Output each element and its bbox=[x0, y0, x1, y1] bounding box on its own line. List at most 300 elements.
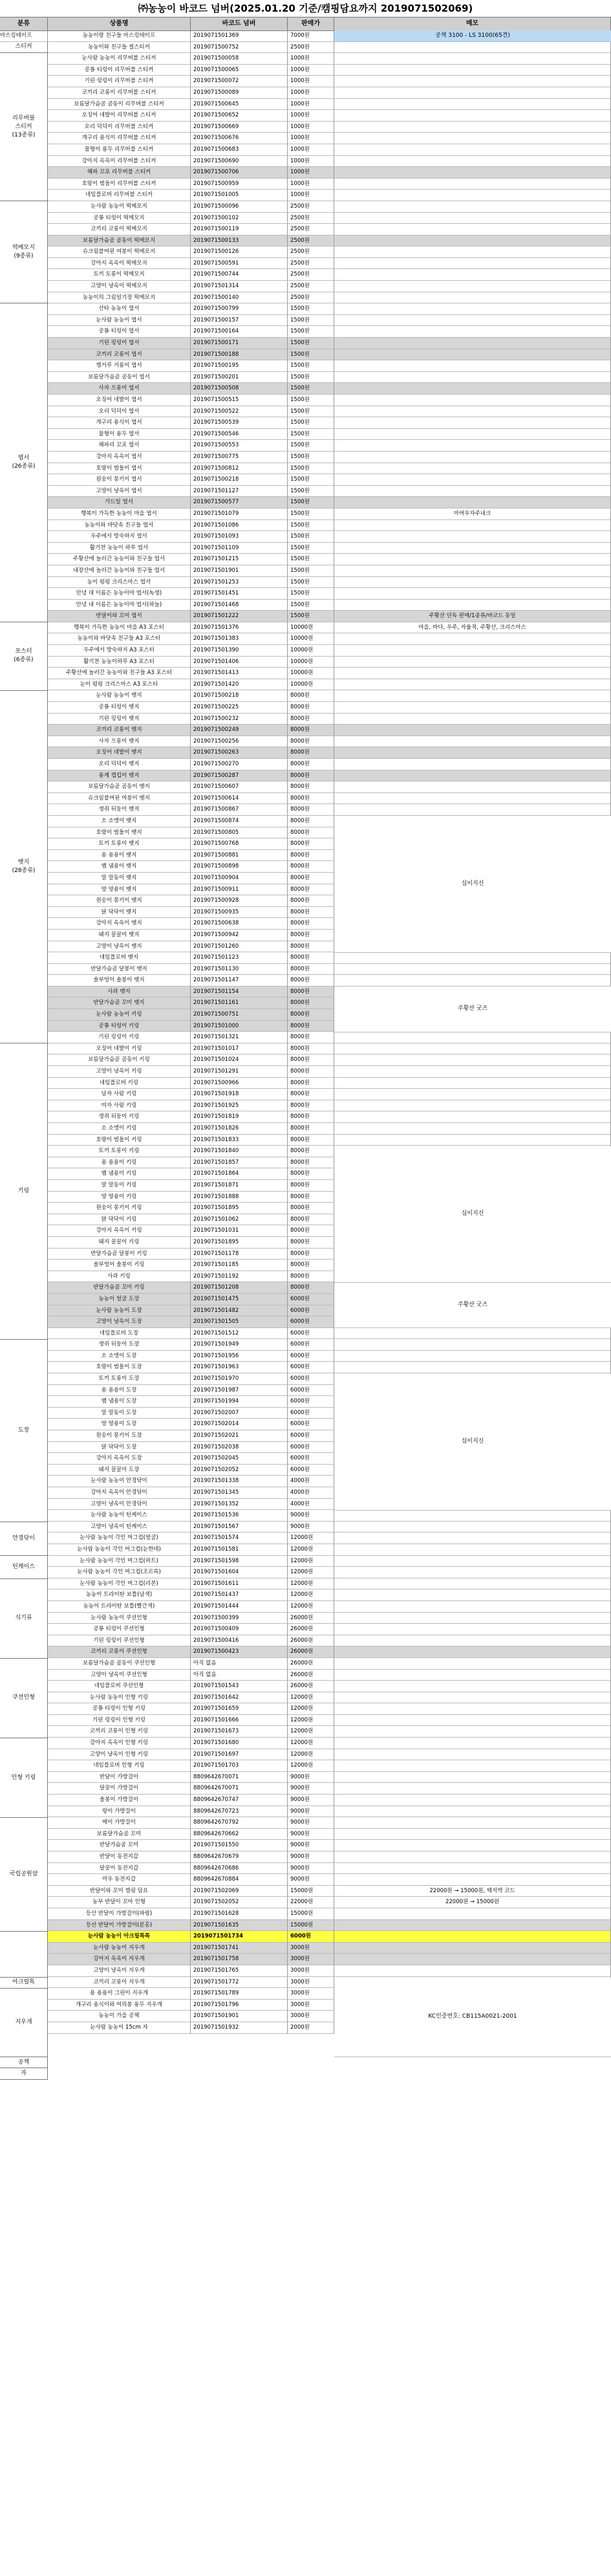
price-cell: 6000원 bbox=[288, 1373, 334, 1385]
product-name-cell: 안녕 내 이름은 농농이야 엽서(하늘) bbox=[48, 600, 191, 611]
memo-cell bbox=[334, 417, 611, 429]
price-cell: 6000원 bbox=[288, 1339, 334, 1351]
price-cell: 1000원 bbox=[288, 122, 334, 133]
barcode-cell: 2019071501086 bbox=[191, 520, 288, 532]
memo-cell bbox=[334, 1089, 611, 1100]
memo-cell bbox=[334, 1066, 611, 1078]
barcode-cell: 2019071501413 bbox=[191, 668, 288, 679]
price-cell: 8000원 bbox=[288, 1271, 334, 1283]
price-cell: 3000원 bbox=[288, 2011, 334, 2022]
memo-cell bbox=[334, 1760, 611, 1772]
price-cell: 1500원 bbox=[288, 349, 334, 361]
product-name-cell: 공룡 티렁이 쿠션인형 bbox=[48, 1624, 191, 1635]
product-name-cell: 소 소엥이 키링 bbox=[48, 1123, 191, 1135]
barcode-cell: 2019071501994 bbox=[191, 1396, 288, 1408]
product-name-cell: 강아지 옥옥이 도장 bbox=[48, 1453, 191, 1465]
price-cell: 1000원 bbox=[288, 110, 334, 122]
barcode-cell: 2019071500072 bbox=[191, 76, 288, 87]
barcode-cell: 2019071500553 bbox=[191, 440, 288, 452]
product-name-cell: 고양이 냥옥이 뱃지 bbox=[48, 941, 191, 953]
memo-cell bbox=[334, 1054, 611, 1066]
barcode-cell: 2019071501208 bbox=[191, 1282, 288, 1294]
memo-cell bbox=[334, 1954, 611, 1965]
product-name-cell: 양 양용이 뱃지 bbox=[48, 884, 191, 896]
category-label: 아크릴톡 bbox=[0, 1978, 48, 1989]
barcode-cell: 2019071500157 bbox=[191, 315, 288, 327]
product-name-cell: 네임플로버 키링 bbox=[48, 1078, 191, 1089]
price-cell: 8000원 bbox=[288, 1237, 334, 1249]
product-name-cell: 용 용용이 도장 bbox=[48, 1385, 191, 1397]
product-name-cell: 눈사람 농농이 키링 bbox=[48, 1009, 191, 1021]
memo-cell: 22000원 → 15000원, 택지박 코드 bbox=[334, 1886, 611, 1897]
memo-cell bbox=[334, 269, 611, 281]
price-cell: 8000원 bbox=[288, 816, 334, 827]
price-cell: 2500원 bbox=[288, 269, 334, 281]
product-name-cell: 고양이 냥옥이 도장 bbox=[48, 1316, 191, 1328]
category-label: 식기류 bbox=[0, 1579, 48, 1659]
product-name-cell: 강아지 옥옥이 인형 키링 bbox=[48, 1738, 191, 1749]
product-name-cell: 강아지 옥옥이 리무버블 스티커 bbox=[48, 156, 191, 168]
product-name-cell: 농농이 얼굴 도장 bbox=[48, 1294, 191, 1305]
product-name-cell: 농농이 트라이탄 보틀(남색) bbox=[48, 1589, 191, 1601]
memo-cell bbox=[334, 1795, 611, 1806]
category-label: 국립공원샵 bbox=[0, 1818, 48, 1932]
product-name-cell: 원숭이 몽키이 키링 bbox=[48, 1203, 191, 1214]
barcode-cell: 2019071500614 bbox=[191, 793, 288, 805]
product-name-cell: 용 용용이 그린이 지우개 bbox=[48, 1988, 191, 2000]
price-cell: 1000원 bbox=[288, 53, 334, 65]
price-cell: 8000원 bbox=[288, 1021, 334, 1032]
price-cell: 2500원 bbox=[288, 213, 334, 224]
barcode-cell: 2019071500942 bbox=[191, 930, 288, 941]
barcode-cell: 2019071501185 bbox=[191, 1260, 288, 1271]
product-name-cell: 내장산에 놀러간 농농이와 친구들 엽서 bbox=[48, 565, 191, 577]
memo-cell bbox=[334, 1829, 611, 1840]
barcode-cell: 2019071500270 bbox=[191, 759, 288, 770]
product-name-cell: 닭 닥닥이 키링 bbox=[48, 1214, 191, 1226]
product-name-cell: 미우 동전지갑 bbox=[48, 1874, 191, 1886]
price-cell: 6000원 bbox=[288, 1305, 334, 1317]
barcode-cell: 2019071501369 bbox=[191, 30, 288, 42]
memo-cell bbox=[334, 520, 611, 532]
price-cell: 6000원 bbox=[288, 1408, 334, 1419]
barcode-cell: 8809642670686 bbox=[191, 1863, 288, 1875]
barcode-cell: 2019071501127 bbox=[191, 486, 288, 497]
memo-cell bbox=[334, 952, 611, 964]
product-name-cell: 보름달가슴곰 곰동이 키링 bbox=[48, 1054, 191, 1066]
price-cell: 8000원 bbox=[288, 1009, 334, 1021]
product-name-cell: 솔부엉이 솔봉이 키링 bbox=[48, 1260, 191, 1271]
barcode-cell: 2019071500928 bbox=[191, 895, 288, 907]
product-name-cell: 가드일 엽서 bbox=[48, 497, 191, 508]
header-price: 판매가 bbox=[288, 17, 334, 31]
price-cell: 8000원 bbox=[288, 952, 334, 964]
memo-cell bbox=[334, 565, 611, 577]
memo-cell bbox=[334, 452, 611, 463]
product-name-cell: 우주에서 방숙하지 A3 포스터 bbox=[48, 645, 191, 657]
barcode-cell: 2019071500911 bbox=[191, 884, 288, 896]
barcode-cell: 2019071501130 bbox=[191, 964, 288, 976]
barcode-cell: 8809642670747 bbox=[191, 1795, 288, 1806]
barcode-cell: 2019071500522 bbox=[191, 406, 288, 418]
price-cell: 9000원 bbox=[288, 1851, 334, 1863]
barcode-cell: 2019071502021 bbox=[191, 1430, 288, 1442]
barcode-cell: 2019071500898 bbox=[191, 861, 288, 873]
barcode-cell: 2019071501659 bbox=[191, 1703, 288, 1715]
barcode-cell: 2019071502007 bbox=[191, 1408, 288, 1419]
product-name-cell: 눈사람 농농이 도장 bbox=[48, 1305, 191, 1317]
category-label bbox=[0, 1932, 48, 1977]
price-cell: 8000원 bbox=[288, 690, 334, 702]
memo-cell bbox=[334, 588, 611, 600]
price-cell: 1500원 bbox=[288, 497, 334, 508]
barcode-cell: 2019071500775 bbox=[191, 452, 288, 463]
price-cell: 8000원 bbox=[288, 895, 334, 907]
price-cell: 1500원 bbox=[288, 588, 334, 600]
category-label: 도장 bbox=[0, 1340, 48, 1522]
price-cell: 1000원 bbox=[288, 179, 334, 190]
price-cell: 8000원 bbox=[288, 759, 334, 770]
price-cell: 9000원 bbox=[288, 1806, 334, 1818]
memo-cell bbox=[334, 1692, 611, 1704]
category-label: 공책 bbox=[0, 2057, 48, 2069]
price-cell: 10000원 bbox=[288, 668, 334, 679]
product-name-cell: 용 용용이 키링 bbox=[48, 1157, 191, 1169]
price-cell: 1000원 bbox=[288, 76, 334, 87]
product-name-cell: 눈사람 농농이 지우개 bbox=[48, 1943, 191, 1954]
barcode-cell: 2019071500638 bbox=[191, 918, 288, 930]
price-cell: 26000원 bbox=[288, 1613, 334, 1624]
memo-cell bbox=[334, 600, 611, 611]
product-name-cell: 산타 농농이 엽서 bbox=[48, 303, 191, 315]
barcode-cell: 2019071500591 bbox=[191, 258, 288, 270]
barcode-cell: 2019071501222 bbox=[191, 611, 288, 622]
product-name-cell: 고양이 냥옥이 엽서 bbox=[48, 486, 191, 497]
product-name-cell: 눈이 펑펑 크리스마스 A3 포스터 bbox=[48, 679, 191, 691]
barcode-cell: 2019071501864 bbox=[191, 1168, 288, 1180]
price-cell: 6000원 bbox=[288, 1419, 334, 1430]
memo-cell bbox=[334, 497, 611, 508]
memo-cell bbox=[334, 1863, 611, 1875]
memo-cell bbox=[334, 429, 611, 441]
category-cell: 마스킹테이프 bbox=[0, 30, 48, 42]
barcode-cell: 2019071500935 bbox=[191, 907, 288, 919]
product-name-cell: 반달가슴곰 꼬미 bbox=[48, 1840, 191, 1851]
product-name-cell: 강아지 옥옥이 뱃지 bbox=[48, 918, 191, 930]
header-memo: 메모 bbox=[334, 17, 611, 31]
product-name-cell: 공룡 티렁이 리무버블 스티커 bbox=[48, 65, 191, 76]
product-name-cell: 농이 펑펑 크리스마스 엽서 bbox=[48, 577, 191, 589]
memo-cell bbox=[334, 53, 611, 65]
product-name-cell: 해파리 꼬포 엽서 bbox=[48, 440, 191, 452]
barcode-cell: 2019071501574 bbox=[191, 1533, 288, 1544]
price-cell: 1000원 bbox=[288, 133, 334, 144]
memo-cell bbox=[334, 122, 611, 133]
barcode-cell: 2019071501857 bbox=[191, 1157, 288, 1169]
memo-cell bbox=[334, 1032, 611, 1043]
memo-cell bbox=[334, 1908, 611, 1920]
barcode-cell: 2019071500904 bbox=[191, 873, 288, 884]
barcode-cell: 2019071501635 bbox=[191, 1920, 288, 1932]
price-cell: 6000원 bbox=[288, 1362, 334, 1373]
product-name-cell: 고양이 냥옥이 떡메모지 bbox=[48, 281, 191, 292]
price-cell: 1500원 bbox=[288, 554, 334, 565]
memo-cell bbox=[334, 1738, 611, 1749]
product-name-cell: 강아지 옥옥이 떡메모지 bbox=[48, 258, 191, 270]
product-name-cell: 뱀 냄용이 뱃지 bbox=[48, 861, 191, 873]
memo-cell bbox=[334, 714, 611, 725]
category-label: 떡메모지 (9종류) bbox=[0, 201, 48, 303]
price-cell: 1500원 bbox=[288, 440, 334, 452]
price-cell: 1000원 bbox=[288, 87, 334, 99]
memo-cell bbox=[334, 338, 611, 349]
product-name-cell: 코끼리 코롱이 엽서 bbox=[48, 349, 191, 361]
product-name-cell: 주황산에 놀러간 농농이와 친구들 A3 포스터 bbox=[48, 668, 191, 679]
barcode-cell: 2019071502052 bbox=[191, 1897, 288, 1908]
barcode-cell: 2019071501963 bbox=[191, 1362, 288, 1373]
price-cell: 2500원 bbox=[288, 246, 334, 258]
price-cell: 9000원 bbox=[288, 1783, 334, 1795]
memo-cell bbox=[334, 463, 611, 475]
price-cell: 1500원 bbox=[288, 417, 334, 429]
header-category: 분류 bbox=[0, 17, 48, 31]
price-cell: 1000원 bbox=[288, 99, 334, 111]
price-cell: 8000원 bbox=[288, 1078, 334, 1089]
price-cell: 8000원 bbox=[288, 1249, 334, 1260]
price-cell: 12000원 bbox=[288, 1760, 334, 1772]
product-name-cell: 호랑이 범돌이 키링 bbox=[48, 1135, 191, 1146]
product-name-cell: 돼지 꿀꿀이 뱃지 bbox=[48, 930, 191, 941]
price-cell: 9000원 bbox=[288, 1874, 334, 1886]
barcode-cell: 2019071500706 bbox=[191, 167, 288, 179]
memo-cell bbox=[334, 326, 611, 338]
product-name-cell: 눈사람 농농이 인형 키링 bbox=[48, 1692, 191, 1704]
memo-cell bbox=[334, 395, 611, 406]
price-cell: 1500원 bbox=[288, 372, 334, 384]
product-name-cell: 사과 키링 bbox=[48, 1271, 191, 1283]
price-cell: 12000원 bbox=[288, 1738, 334, 1749]
product-name-cell: 토끼 토롱이 도장 bbox=[48, 1373, 191, 1385]
product-name-cell: 코끼리 코롱이 떡메모지 bbox=[48, 224, 191, 235]
memo-cell bbox=[334, 110, 611, 122]
price-cell: 12000원 bbox=[288, 1556, 334, 1567]
category-label: 틴케이스 bbox=[0, 1556, 48, 1578]
barcode-cell: 2019071500690 bbox=[191, 156, 288, 168]
product-name-cell: 생쥐 뒤둥이 뱃지 bbox=[48, 804, 191, 816]
data-grid bbox=[0, 30, 611, 2077]
product-name-cell: 네임플로버 리무버블 스티커 bbox=[48, 190, 191, 201]
product-name-cell: 공룡 티렁이 뱃지 bbox=[48, 702, 191, 714]
barcode-cell: 2019071500089 bbox=[191, 87, 288, 99]
product-name-cell: 사과 뱃지 bbox=[48, 987, 191, 998]
product-name-cell: 오리 덕덕이 뱃지 bbox=[48, 759, 191, 770]
price-cell: 1500원 bbox=[288, 531, 334, 543]
price-cell: 15000원 bbox=[288, 1908, 334, 1920]
product-name-cell: 보름달가슴곰 꼬미 bbox=[48, 1829, 191, 1840]
price-cell: 1500원 bbox=[288, 474, 334, 486]
product-name-cell: 행복이 가득한 농농이 마을 A3 포스터 bbox=[48, 622, 191, 634]
price-cell: 10000원 bbox=[288, 679, 334, 691]
barcode-cell: 2019071500744 bbox=[191, 269, 288, 281]
price-cell: 8000원 bbox=[288, 1032, 334, 1043]
price-cell: 1500원 bbox=[288, 565, 334, 577]
memo-cell bbox=[334, 657, 611, 668]
product-name-cell: 농농이의 그림일기장 떡메모지 bbox=[48, 292, 191, 304]
barcode-cell: 2019071501758 bbox=[191, 1954, 288, 1965]
product-name-cell: 고양이 냥옥이 인형 키링 bbox=[48, 1749, 191, 1761]
memo-cell bbox=[334, 349, 611, 361]
barcode-cell: 2019071501451 bbox=[191, 588, 288, 600]
product-name-cell: 반달이 동전지갑 bbox=[48, 1851, 191, 1863]
memo-cell bbox=[334, 1670, 611, 1681]
product-name-cell: 고양이 냥옥이 틴케이스 bbox=[48, 1522, 191, 1533]
price-cell: 26000원 bbox=[288, 1635, 334, 1647]
barcode-cell: 2019071500232 bbox=[191, 714, 288, 725]
barcode-cell: 2019071501093 bbox=[191, 531, 288, 543]
barcode-cell: 2019071501666 bbox=[191, 1715, 288, 1727]
product-name-cell: 반달이와 꼬미 엽서 bbox=[48, 611, 191, 622]
product-name-cell: 코끼리 코롱이 쿠션인형 bbox=[48, 1646, 191, 1658]
product-name-cell: 눈사람 농농이 리무버블 스티커 bbox=[48, 53, 191, 65]
barcode-cell: 2019071501642 bbox=[191, 1692, 288, 1704]
price-cell: 8000원 bbox=[288, 930, 334, 941]
barcode-cell: 2019071501192 bbox=[191, 1271, 288, 1283]
barcode-cell: 2019071501338 bbox=[191, 1476, 288, 1487]
memo-cell bbox=[334, 1943, 611, 1954]
product-name-cell: 코끼리 코롱이 리무버블 스티커 bbox=[48, 87, 191, 99]
header-barcode: 바코드 넘버 bbox=[191, 17, 288, 31]
barcode-cell: 2019071500126 bbox=[191, 246, 288, 258]
memo-cell bbox=[334, 577, 611, 589]
product-name-cell: 눈사람 농농이 각인 머그컵(조르륵) bbox=[48, 1567, 191, 1578]
price-cell: 8000원 bbox=[288, 736, 334, 748]
memo-cell bbox=[334, 246, 611, 258]
product-name-cell: 물형이 용두 리무버블 스티커 bbox=[48, 144, 191, 156]
memo-cell bbox=[334, 1556, 611, 1567]
price-cell: 12000원 bbox=[288, 1715, 334, 1727]
memo-cell bbox=[334, 292, 611, 304]
memo-cell bbox=[334, 1624, 611, 1635]
memo-cell bbox=[334, 747, 611, 759]
barcode-cell: 2019071500201 bbox=[191, 372, 288, 384]
barcode-cell: 2019071501925 bbox=[191, 1100, 288, 1112]
memo-cell bbox=[334, 645, 611, 657]
memo-cell bbox=[334, 1078, 611, 1089]
barcode-cell: 2019071500065 bbox=[191, 65, 288, 76]
barcode-cell: 2019071500249 bbox=[191, 725, 288, 736]
product-name-cell: 농농이와 바닷속 친구들 엽서 bbox=[48, 520, 191, 532]
memo-cell bbox=[334, 1613, 611, 1624]
barcode-cell: 2019071501178 bbox=[191, 1249, 288, 1260]
product-name-cell: 개구리 용식이 리무버블 스티커 bbox=[48, 133, 191, 144]
memo-cell bbox=[334, 1544, 611, 1556]
price-cell: 8000원 bbox=[288, 725, 334, 736]
product-name-cell: 메이 가방걸이 bbox=[48, 1817, 191, 1829]
barcode-cell: 2019071501406 bbox=[191, 657, 288, 668]
price-cell: 8000원 bbox=[288, 770, 334, 782]
product-name-cell: 오징어 네발이 엽서 bbox=[48, 395, 191, 406]
memo-cell bbox=[334, 1589, 611, 1601]
price-cell: 8000원 bbox=[288, 1214, 334, 1226]
memo-cell bbox=[334, 360, 611, 372]
barcode-cell: 2019071500508 bbox=[191, 383, 288, 395]
product-name-cell: 호랑이 범돌이 도장 bbox=[48, 1362, 191, 1373]
price-cell: 2000원 bbox=[288, 2022, 334, 2034]
price-cell: 10000원 bbox=[288, 645, 334, 657]
memo-cell bbox=[334, 156, 611, 168]
memo-cell bbox=[334, 224, 611, 235]
barcode-cell: 2019071500867 bbox=[191, 804, 288, 816]
barcode-cell: 2019071500164 bbox=[191, 326, 288, 338]
barcode-cell: 2019071501772 bbox=[191, 1977, 288, 1989]
product-name-cell: 눈사람 농농이 각인 머그컵(하트) bbox=[48, 1556, 191, 1567]
header-product-name: 상품명 bbox=[48, 17, 191, 31]
barcode-cell: 2019071501536 bbox=[191, 1510, 288, 1522]
barcode-cell: 2019071501628 bbox=[191, 1908, 288, 1920]
price-cell: 1500원 bbox=[288, 383, 334, 395]
product-name-cell: 양 양용이 도장 bbox=[48, 1419, 191, 1430]
barcode-cell: 2019071500683 bbox=[191, 144, 288, 156]
product-name-cell: 기린 링링이 뱃지 bbox=[48, 714, 191, 725]
barcode-cell: 2019071500539 bbox=[191, 417, 288, 429]
memo-cell bbox=[334, 440, 611, 452]
product-name-cell: 강아지 옥옥이 지우개 bbox=[48, 1954, 191, 1965]
barcode-cell: 2019071500669 bbox=[191, 122, 288, 133]
price-cell: 12000원 bbox=[288, 1533, 334, 1544]
barcode-cell: 2019071501741 bbox=[191, 1943, 288, 1954]
product-name-cell: 남자 사람 키링 bbox=[48, 1089, 191, 1100]
barcode-cell: 2019071500119 bbox=[191, 224, 288, 235]
price-cell: 8000원 bbox=[288, 1203, 334, 1214]
price-cell: 8000원 bbox=[288, 827, 334, 839]
memo-cell bbox=[334, 668, 611, 679]
barcode-cell: 2019071501260 bbox=[191, 941, 288, 953]
price-cell: 1500원 bbox=[288, 508, 334, 520]
sheet-title: ㈜농농이 바코드 넘버(2025.01.20 기준/캠핑담요까지 2019071502069) bbox=[0, 0, 611, 17]
barcode-cell: 2019071502038 bbox=[191, 1442, 288, 1454]
barcode-cell: 2019071500645 bbox=[191, 99, 288, 111]
barcode-cell: 아직 없음 bbox=[191, 1670, 288, 1681]
price-cell: 2500원 bbox=[288, 224, 334, 235]
price-cell: 9000원 bbox=[288, 1795, 334, 1806]
price-cell: 6000원 bbox=[288, 1385, 334, 1397]
memo-cell bbox=[334, 1339, 611, 1351]
barcode-cell: 2019071501031 bbox=[191, 1225, 288, 1237]
barcode-cell: 2019071500607 bbox=[191, 781, 288, 793]
product-name-cell: 강아지 옥옥이 엽서 bbox=[48, 452, 191, 463]
memo-cell bbox=[334, 736, 611, 748]
price-cell: 15000원 bbox=[288, 1920, 334, 1932]
barcode-cell: 2019071501345 bbox=[191, 1487, 288, 1499]
product-name-cell: 눈사람 농농이 각인 머그컵(리본) bbox=[48, 1578, 191, 1590]
barcode-cell: 2019071501321 bbox=[191, 1032, 288, 1043]
barcode-cell: 8809642670679 bbox=[191, 1851, 288, 1863]
barcode-cell: 2019071501895 bbox=[191, 1237, 288, 1249]
price-cell: 12000원 bbox=[288, 1726, 334, 1738]
product-name-cell: 반달가슴곰 꼬미 키링 bbox=[48, 1282, 191, 1294]
product-name-cell: 토끼 토롱이 뱃지 bbox=[48, 838, 191, 850]
product-name-cell: 안녕 대 이름은 농농이야 엽서(녹생) bbox=[48, 588, 191, 600]
memo-cell bbox=[334, 486, 611, 497]
barcode-cell: 2019071501475 bbox=[191, 1294, 288, 1305]
product-name-cell: 반달가슴곰 꼬미 뱃지 bbox=[48, 998, 191, 1009]
memo-cell bbox=[334, 235, 611, 247]
barcode-cell: 2019071501567 bbox=[191, 1522, 288, 1533]
memo-cell bbox=[334, 179, 611, 190]
barcode-cell: 2019071501604 bbox=[191, 1567, 288, 1578]
memo-cell bbox=[334, 1578, 611, 1590]
memo-cell bbox=[334, 781, 611, 793]
